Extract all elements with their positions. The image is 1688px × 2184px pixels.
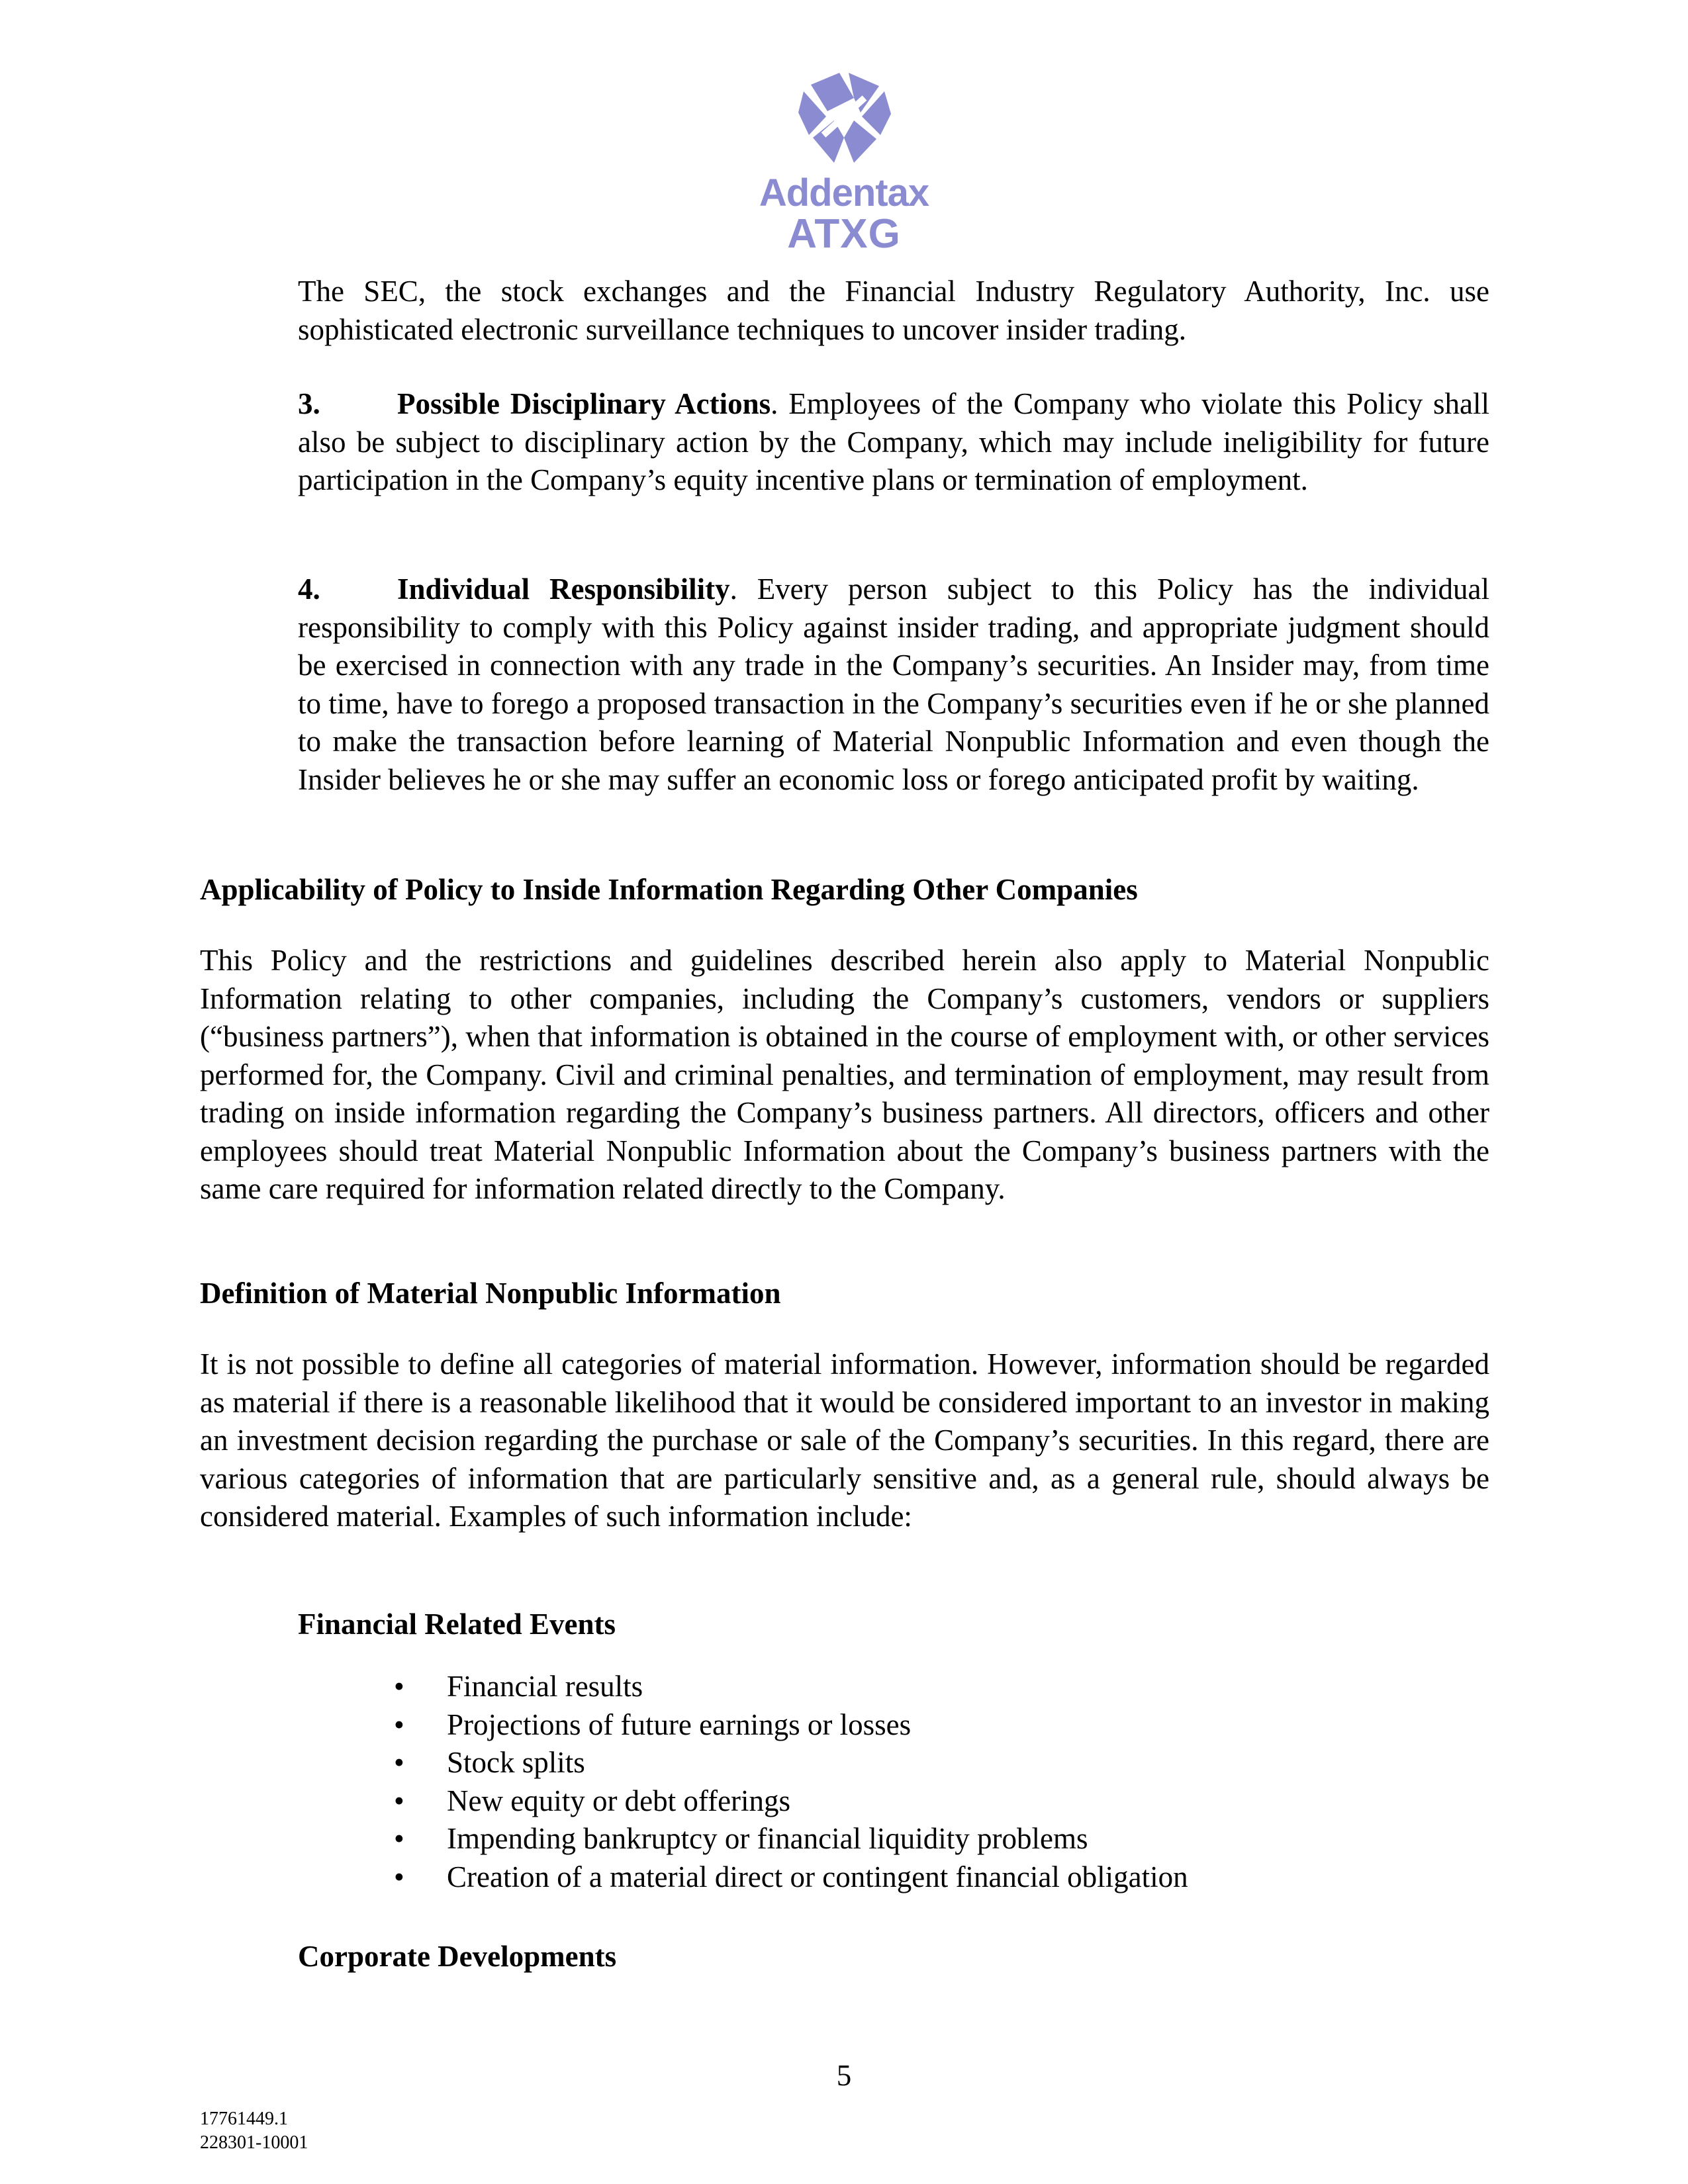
logo-ticker: ATXG [787, 211, 901, 257]
bullet-icon: • [394, 1860, 404, 1893]
list-item: • Financial results [394, 1668, 1188, 1706]
other-companies-paragraph: This Policy and the restrictions and guidelines described herein also apply to Material Nonpublic Information relating to other companies, including the Company’s customers, vendors or suppliers (“business partners”), when that information is obtained in the course of employment with, or other services performed for, the Company. Civil and criminal penalties, and termination of employment, may result from trading on inside information regarding the Company’s business partners. All directors, officers and other employees should treat Material Nonpublic Information about the Company’s business partners with the same care required for information related directly to the Company. [200, 944, 1489, 1205]
definition-paragraph: It is not possible to define all categories of material information. However, information should be regarded as material if there is a reasonable likelihood that it would be considered important to an investor in making an investment decision regarding the purchase or sale of the Company’s securities. In this regard, there are various categories of information that are particularly sensitive and, as a general rule, should always be considered material. Examples of such information include: [200, 1347, 1489, 1533]
list-item: • Impending bankruptcy or financial liquidity problems [394, 1820, 1188, 1858]
other-companies-heading: Applicability of Policy to Inside Information Regarding Other Companies [200, 873, 1138, 906]
intro-paragraph: The SEC, the stock exchanges and the Financial Industry Regulatory Authority, Inc. use sophisticated electronic surveillance techniques to uncover insider trading. [298, 275, 1489, 346]
section-3-text: . Employees of the Company who violate this Policy shall also be subject to disciplinary action by the Company, which may include ineligibility for future participation in the Company’s equity incentive plans or termination of employment. [298, 387, 1489, 496]
section-3-title: Possible Disciplinary Actions [397, 387, 771, 420]
logo-wordmark: Addentax [759, 171, 929, 214]
section-4-paragraph [298, 570, 1489, 799]
section-3-paragraph [298, 385, 1489, 500]
financial-events-list [394, 1668, 1188, 1896]
document-id: 17761449.1 [200, 2109, 288, 2129]
list-item: • Stock splits [394, 1744, 1188, 1782]
financial-events-heading: Financial Related Events [298, 1608, 616, 1641]
bullet-icon: • [394, 1784, 404, 1817]
matter-number: 228301-10001 [200, 2132, 308, 2153]
page-number: 5 [836, 2059, 852, 2092]
bullet-icon: • [394, 1746, 404, 1779]
section-4-text: . Every person subject to this Policy has the individual responsibility to comply with this Policy against insider trading, and appropriate judgment should be exercised in connection with any trade in the Company’s securities. An Insider may, from time to time, have to forego a proposed transaction in the Company’s securities even if he or she planned to make the transaction before learning of Material Nonpublic Information and even though the Insider believes he or she may suffer an economic loss or forego anticipated profit by waiting. [298, 572, 1489, 796]
list-item: • New equity or debt offerings [394, 1782, 1188, 1821]
bullet-icon: • [394, 1822, 404, 1855]
section-4-number: 4. [298, 572, 320, 606]
corporate-developments-heading: Corporate Developments [298, 1940, 617, 1973]
section-3-number: 3. [298, 387, 320, 420]
list-item: • Creation of a material direct or contingent financial obligation [394, 1858, 1188, 1897]
definition-heading: Definition of Material Nonpublic Information [200, 1277, 781, 1310]
addentax-logo-icon [755, 71, 933, 171]
bullet-icon: • [394, 1707, 404, 1741]
company-logo [755, 71, 933, 257]
list-item: • Projections of future earnings or losses [394, 1706, 1188, 1745]
section-4-title: Individual Responsibility [397, 572, 730, 606]
bullet-icon: • [394, 1670, 404, 1703]
